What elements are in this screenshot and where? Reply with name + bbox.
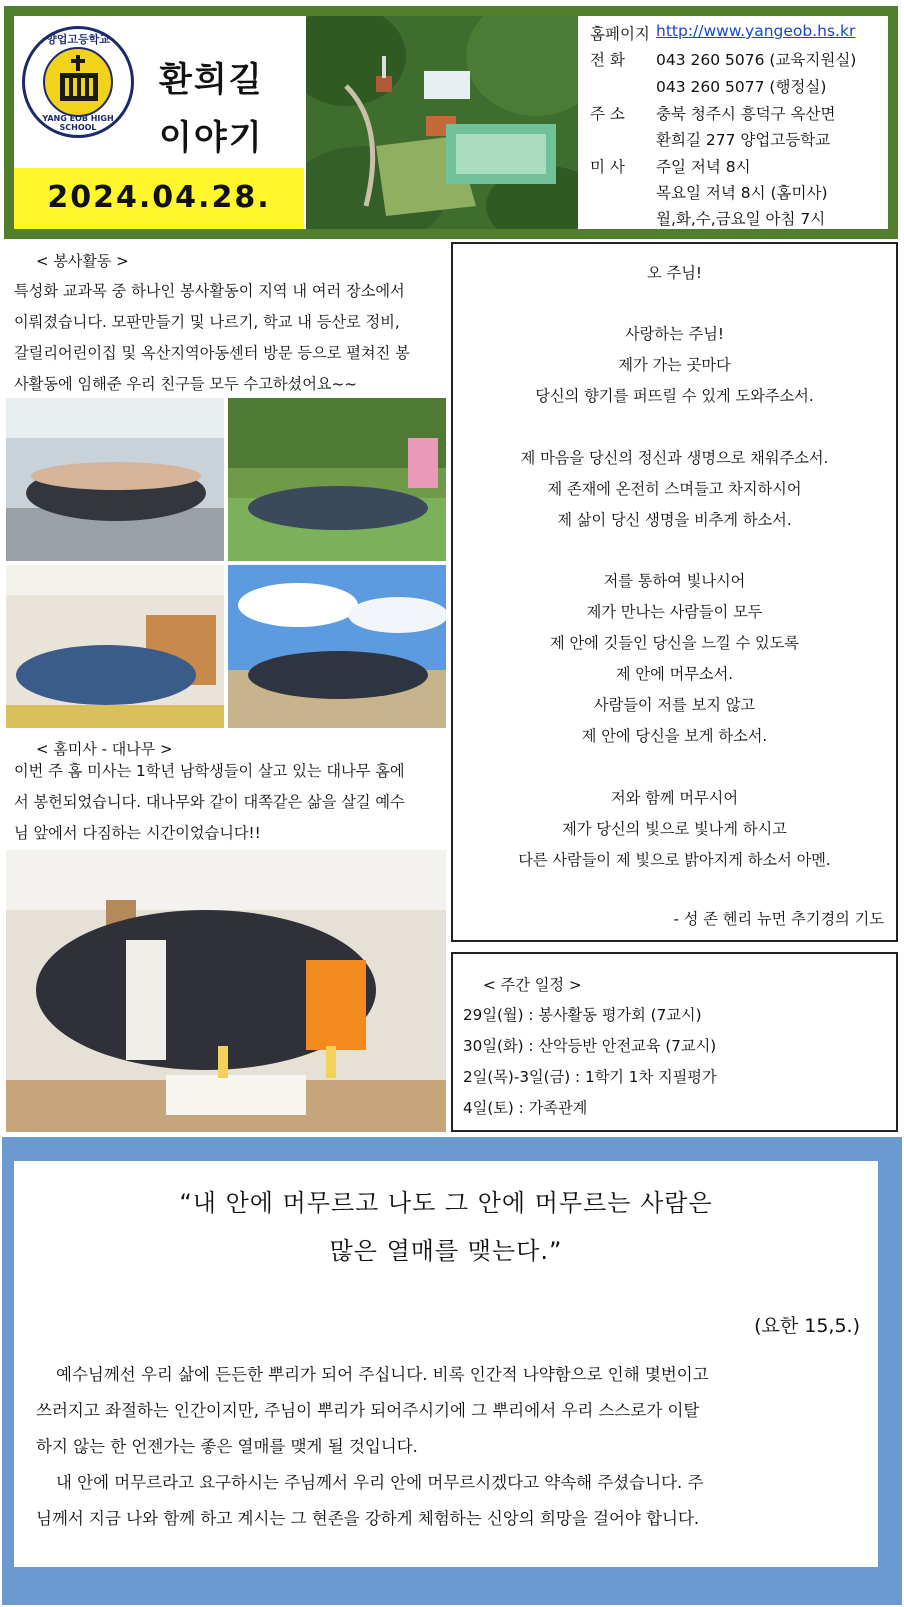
logo-text-top: 양업고등학교 <box>46 33 110 46</box>
address-2: 환희길 277 양업고등학교 <box>656 131 831 149</box>
home-mass-text <box>14 756 438 849</box>
prayer-line: 오 주님! <box>647 264 702 282</box>
prayer-line: 당신의 향기를 퍼뜨릴 수 있게 도와주소서. <box>535 387 814 405</box>
newsletter-title-line1: 환희길 <box>159 60 264 100</box>
service-photo-4 <box>228 565 446 728</box>
reflection-line: 하지 않는 한 언젠가는 좋은 열매를 맺게 될 것입니다. <box>36 1437 418 1456</box>
prayer-line: 제가 당신의 빛으로 빛나게 하시고 <box>562 820 787 838</box>
reflection-line: 예수님께선 우리 삶에 든든한 뿌리가 되어 주십니다. 비록 인간적 나약함으로 인해 몇번이고 <box>56 1365 709 1384</box>
schedule-item: 2일(목)-3일(금) : 1학기 1차 지필평가 <box>463 1068 717 1086</box>
service-line: 갈릴리어린이집 및 옥산지역아동센터 방문 등으로 펼쳐진 봉 <box>14 344 410 362</box>
prayer-line: 제 안에 당신을 보게 하소서. <box>581 727 768 745</box>
mass-time-2: 목요일 저녁 8시 (홈미사) <box>656 184 828 202</box>
schedule-item: 30일(화) : 산악등반 안전교육 (7교시) <box>463 1037 717 1055</box>
prayer-line: 저와 함께 머무시어 <box>610 789 739 807</box>
school-logo <box>22 26 134 138</box>
phone-2: 043 260 5077 (행정실) <box>656 78 827 96</box>
service-line: 사활동에 임해준 우리 친구들 모두 수고하셨어요~~ <box>14 375 358 393</box>
scripture-inner <box>14 1161 878 1567</box>
scripture-quote-line1: “내 안에 머무르고 나도 그 안에 머무르는 사람은 <box>179 1189 713 1217</box>
prayer-signature: - 성 존 헨리 뉴먼 추기경의 기도 <box>673 910 884 928</box>
home-mass-line: 님 앞에서 다짐하는 시간이었습니다!! <box>14 824 261 842</box>
reflection-line: 님께서 지금 나와 함께 하고 계시는 그 현존을 강하게 체험하는 신앙의 희망을 걸어야 합니다. <box>36 1509 700 1528</box>
prayer-box <box>451 242 898 942</box>
scripture-section <box>2 1137 902 1605</box>
prayer-line: 제 안에 머무소서. <box>615 665 734 683</box>
scripture-reference: (요한 15,5.) <box>754 1315 860 1337</box>
prayer-line: 제가 가는 곳마다 <box>618 356 731 374</box>
schedule-item: 4일(토) : 가족관계 <box>463 1099 588 1117</box>
phone-label: 전 화 <box>590 51 625 69</box>
service-photo-2 <box>228 398 446 561</box>
header-inner <box>14 16 888 229</box>
phone-1: 043 260 5076 (교육지원실) <box>656 51 857 69</box>
building-icon <box>60 73 98 101</box>
address-1: 충북 청주시 흥덕구 옥산면 <box>656 105 836 123</box>
address-label: 주 소 <box>590 105 625 123</box>
prayer-line: 다른 사람들이 제 빛으로 밝아지게 하소서 아멘. <box>518 851 831 869</box>
schedule-item: 29일(월) : 봉사활동 평가회 (7교시) <box>463 1006 702 1024</box>
service-heading: < 봉사활동 > <box>36 252 129 270</box>
reflection-line: 내 안에 머무르라고 요구하시는 주님께서 우리 안에 머무르시겠다고 약속해 주셨습니다. 주 <box>56 1473 704 1492</box>
service-photo-1 <box>6 398 224 561</box>
newsletter-title-line2: 이야기 <box>159 118 264 158</box>
prayer-line: 제 존재에 온전히 스며들고 차지하시어 <box>547 480 802 498</box>
newsletter-header <box>4 6 898 239</box>
campus-aerial-photo <box>306 16 578 229</box>
logo-text-bottom: YANG EOB HIGH SCHOOL <box>42 114 114 132</box>
cross-icon <box>76 55 80 71</box>
service-line: 특성화 교과목 중 하나인 봉사활동이 지역 내 여러 장소에서 <box>14 282 405 300</box>
prayer-line: 사람들이 저를 보지 않고 <box>593 696 756 714</box>
issue-date: 2024.04.28. <box>47 180 271 215</box>
reflection-line: 쓰러지고 좌절하는 인간이지만, 주님이 뿌리가 되어주시기에 그 뿌리에서 우리 스스로가 이탈 <box>36 1401 700 1420</box>
school-info <box>584 16 888 229</box>
prayer-line: 제가 만나는 사람들이 모두 <box>586 603 763 621</box>
homepage-label: 홈페이지 <box>590 25 650 43</box>
service-text <box>14 276 438 400</box>
prayer-line: 저를 통하여 빛나시어 <box>603 572 746 590</box>
home-mass-heading: < 홈미사 - 대나무 > <box>36 740 173 758</box>
date-banner <box>14 168 304 229</box>
mass-time-3: 월,화,수,금요일 아침 7시 <box>656 210 826 228</box>
home-mass-photo <box>6 850 446 1132</box>
prayer-line: 제 삶이 당신 생명을 비추게 하소서. <box>557 511 792 529</box>
scripture-quote-line2: 많은 열매를 맺는다.” <box>329 1237 563 1265</box>
logo-emblem <box>43 47 113 117</box>
home-mass-line: 서 봉헌되었습니다. 대나무와 같이 대쪽같은 삶을 살길 예수 <box>14 793 405 811</box>
homepage-link[interactable]: http://www.yangeob.hs.kr <box>656 22 856 40</box>
home-mass-line: 이번 주 홈 미사는 1학년 남학생들이 살고 있는 대나무 홈에 <box>14 762 405 780</box>
prayer-line: 사랑하는 주님! <box>625 325 724 343</box>
service-photo-3 <box>6 565 224 728</box>
service-line: 이뤄졌습니다. 모판만들기 및 나르기, 학교 내 등산로 정비, <box>14 313 400 331</box>
mass-label: 미 사 <box>590 158 625 176</box>
schedule-heading: < 주간 일정 > <box>483 976 582 994</box>
weekly-schedule <box>451 952 898 1132</box>
title-block <box>14 16 306 229</box>
prayer-line: 제 마음을 당신의 정신과 생명으로 채워주소서. <box>520 449 829 467</box>
prayer-line: 제 안에 깃들인 당신을 느낄 수 있도록 <box>549 634 800 652</box>
mass-time-1: 주일 저녁 8시 <box>656 158 751 176</box>
